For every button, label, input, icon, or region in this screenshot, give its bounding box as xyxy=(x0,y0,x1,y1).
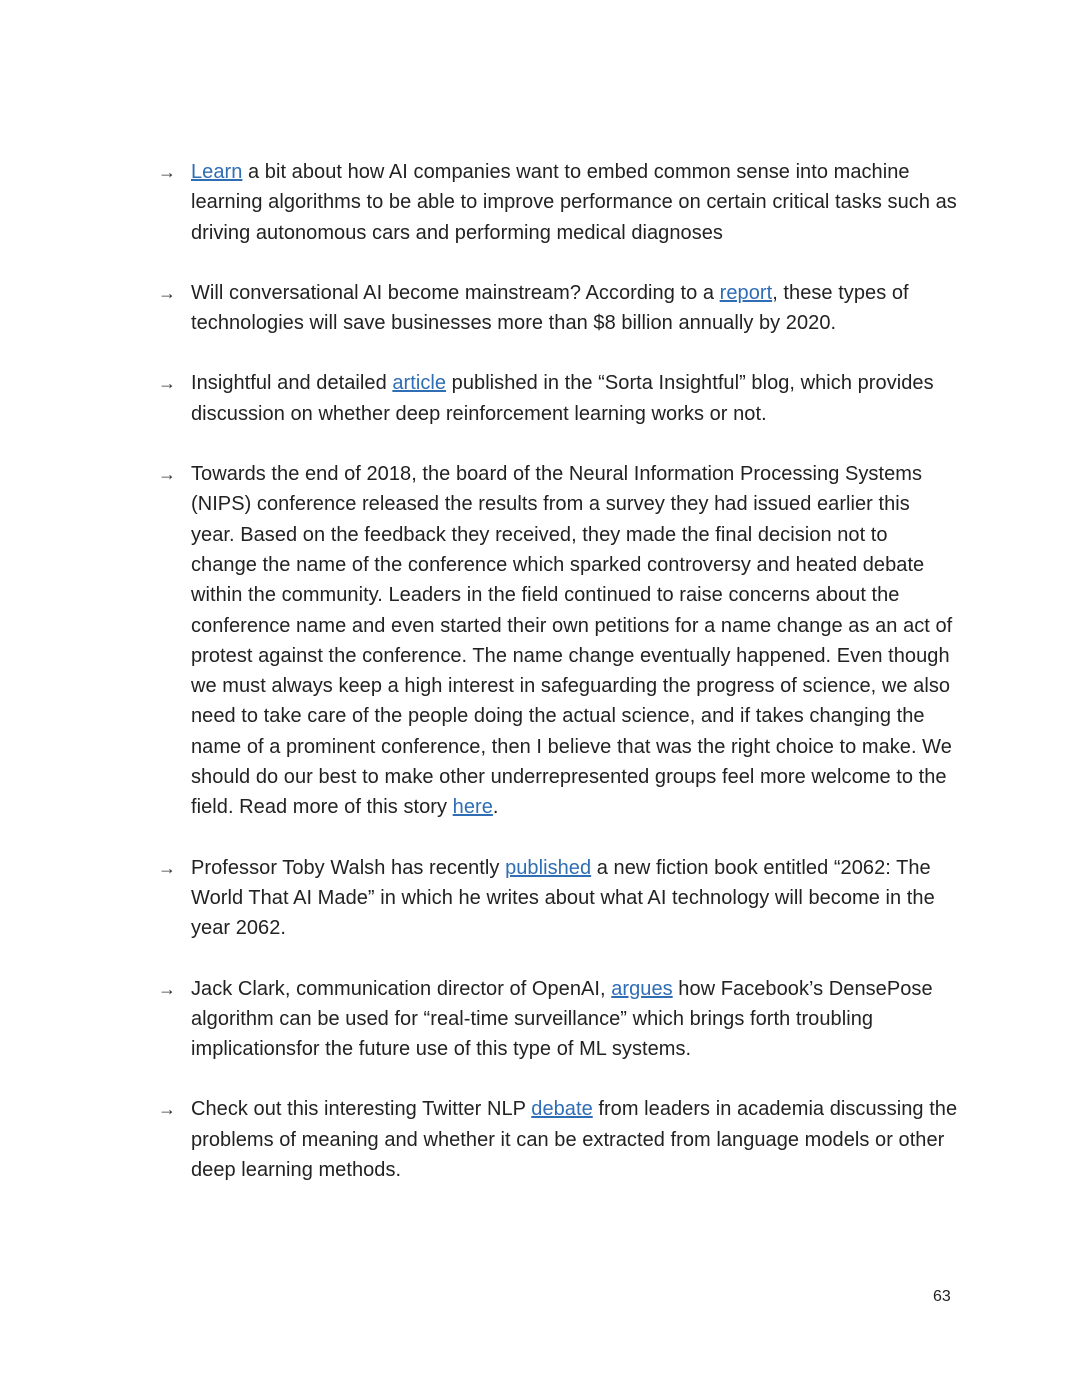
list-item xyxy=(158,157,958,248)
right-arrow-icon: → xyxy=(158,282,177,303)
right-arrow-icon: → xyxy=(158,978,177,999)
item-text-before: Jack Clark, communication director of OpenAI, xyxy=(191,977,612,1000)
article-link[interactable]: article xyxy=(392,372,447,395)
list-item xyxy=(158,278,958,339)
right-arrow-icon: → xyxy=(158,373,177,394)
right-arrow-icon: → xyxy=(158,1099,177,1120)
item-text-before: Towards the end of 2018, the board of the Neural Information Processing Systems (NIPS) conference released the results from a survey they had issued earlier this year. Based on the feedback they received, they made the final decision not to change the name of the conference which sparked controversy and heated debate within the community. Leaders in the field continued to raise concerns about the conference name and even started their own petitions for a name change as an act of protest against the conference. The name change eventually happened. Even though we must always keep a high interest in safeguarding the progress of science, we also need to take care of the people doing the actual science, and if takes changing the name of a prominent conference, then I believe that was the right choice to make. We should do our best to make other underrepresented groups feel more welcome to the field. Read more of this story xyxy=(191,463,953,819)
item-text-before: Will conversational AI become mainstream? According to a xyxy=(191,281,720,304)
item-text-before: Check out this interesting Twitter NLP xyxy=(191,1098,532,1121)
list-item xyxy=(158,974,958,1065)
list-item xyxy=(158,368,958,429)
item-text-after: published in the “Sorta Insightful” blog, which provides discussion on whether deep reinforcement learning works or not. xyxy=(191,372,934,425)
right-arrow-icon: → xyxy=(158,464,177,485)
list-item xyxy=(158,1094,958,1185)
learn-link[interactable]: Learn xyxy=(191,161,243,183)
report-link[interactable]: report xyxy=(719,281,773,304)
item-text-after: , these types of technologies will save businesses more than $8 billion annually by 2020. xyxy=(191,281,909,335)
page-number: 63 xyxy=(933,1288,951,1305)
item-text-before: Professor Toby Walsh has recently xyxy=(191,856,506,879)
item-text-after: how Facebook’s DensePose algorithm can be used for “real-time surveillance” which brings forth troubling implicationsfor the future use of this type of ML systems. xyxy=(191,977,933,1061)
debate-link[interactable]: debate xyxy=(531,1098,593,1121)
item-text-after: a bit about how AI companies want to embed common sense into machine learning algorithms to be able to improve performance on certain critical tasks such as driving autonomous cars and performing medical diagnoses xyxy=(191,161,957,244)
item-text-after: . xyxy=(492,796,499,819)
right-arrow-icon: → xyxy=(158,857,177,878)
right-arrow-icon: → xyxy=(158,162,177,182)
item-text-after: from leaders in academia discussing the problems of meaning and whether it can be extracted from language models or other deep learning methods. xyxy=(191,1098,958,1182)
argues-link[interactable]: argues xyxy=(611,977,673,1000)
published-link[interactable]: published xyxy=(505,856,592,879)
item-text-after: a new fiction book entitled “2062: The World That AI Made” in which he writes about what AI technology will become in the year 2062. xyxy=(191,856,935,940)
here-link[interactable]: here xyxy=(452,796,493,819)
list-item xyxy=(158,459,958,823)
item-text-before: Insightful and detailed xyxy=(191,372,393,395)
news-list xyxy=(158,157,958,1215)
list-item xyxy=(158,853,958,944)
